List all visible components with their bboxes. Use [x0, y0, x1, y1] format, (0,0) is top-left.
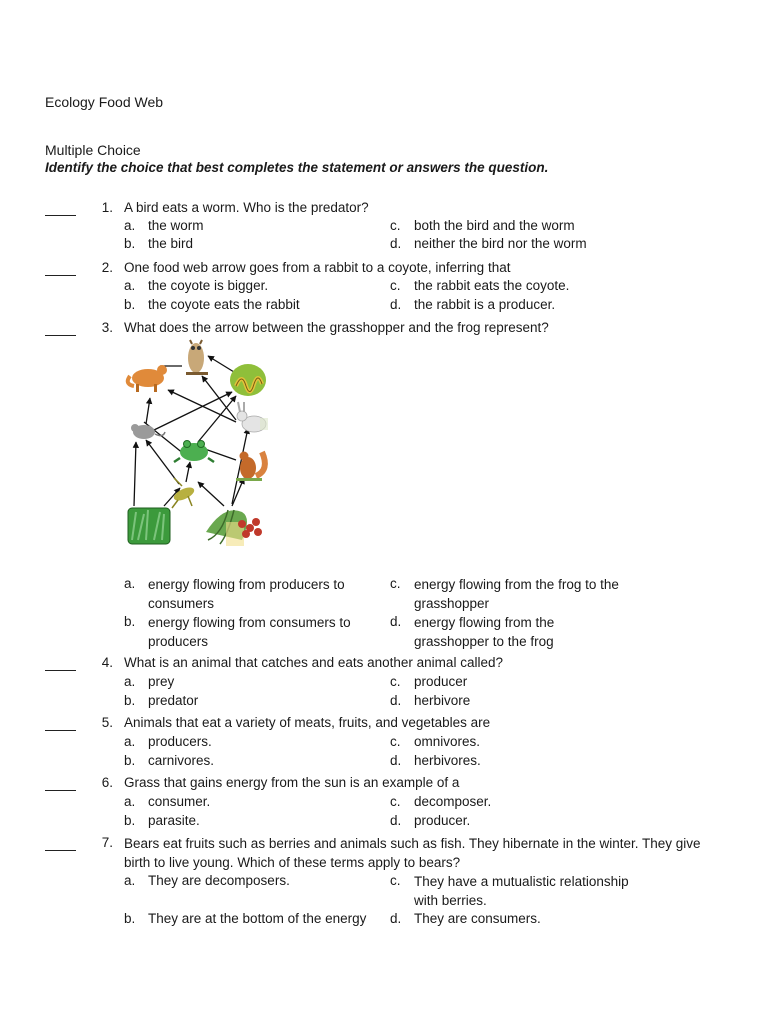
option-letter: c. [390, 576, 401, 591]
option-letter: d. [390, 693, 402, 708]
option-a [124, 673, 379, 691]
arrow-grasshopper-to-frog [186, 462, 190, 482]
page-title: Ecology Food Web [45, 94, 164, 110]
answer-blank[interactable] [45, 656, 76, 671]
option-text: the bird [148, 236, 194, 251]
arrow-mouse-to-snake [154, 392, 232, 430]
option-c [390, 277, 650, 295]
option-letter: d. [390, 236, 402, 251]
question-text: A bird eats a worm. Who is the predator? [124, 200, 369, 215]
snake-icon [230, 364, 266, 396]
option-text: producer. [414, 813, 471, 828]
grass-icon [128, 508, 170, 544]
option-letter: b. [124, 236, 136, 251]
option-a [124, 575, 379, 613]
option-letter: d. [390, 813, 402, 828]
option-letter: b. [124, 693, 136, 708]
option-text: herbivore [414, 693, 471, 708]
option-text: predator [148, 693, 199, 708]
answer-blank[interactable] [45, 261, 76, 276]
option-c [390, 575, 645, 613]
option-d [390, 812, 650, 830]
option-letter: a. [124, 873, 136, 888]
option-text: decomposer. [414, 794, 492, 809]
option-c [390, 872, 640, 910]
option-text: prey [148, 674, 175, 689]
berry-plant-icon [206, 510, 262, 546]
option-text: the rabbit eats the coyote. [414, 278, 570, 293]
fox-icon [128, 365, 167, 392]
question-text: What does the arrow between the grasshopper and the frog represent? [124, 320, 549, 335]
option-letter: a. [124, 734, 136, 749]
option-a [124, 733, 379, 751]
option-b [124, 692, 379, 710]
option-text: producer [414, 674, 468, 689]
option-letter: b. [124, 813, 136, 828]
option-letter: d. [390, 614, 402, 629]
option-b [124, 235, 379, 253]
option-letter: c. [390, 218, 401, 233]
option-text: energy flowing from the grasshopper to the frog [414, 615, 555, 649]
option-text: They are consumers. [414, 911, 541, 926]
option-b [124, 613, 379, 651]
option-c [390, 733, 650, 751]
answer-blank[interactable] [45, 321, 76, 336]
question-number: 2. [101, 260, 113, 275]
arrow-leaves-to-grasshopper [198, 482, 224, 506]
squirrel-icon [236, 452, 265, 482]
question-number: 5. [101, 715, 113, 730]
option-text: both the bird and the worm [414, 218, 575, 233]
option-b [124, 910, 394, 928]
option-d [390, 910, 650, 928]
option-text: the coyote eats the rabbit [148, 297, 300, 312]
option-letter: c. [390, 278, 401, 293]
option-b [124, 296, 379, 314]
question-number: 7. [101, 835, 113, 850]
question-text: Bears eat fruits such as berries and animals such as fish. They hibernate in the winter. They give birth to live young. Which of these terms apply to bears? [124, 836, 701, 870]
option-text: consumer. [148, 794, 211, 809]
option-c [390, 673, 650, 691]
question-text: One food web arrow goes from a rabbit to a coyote, inferring that [124, 260, 511, 275]
question-number: 6. [101, 775, 113, 790]
option-letter: b. [124, 614, 136, 629]
option-d [390, 296, 650, 314]
option-d [390, 752, 650, 770]
rabbit-icon [237, 402, 268, 432]
option-text: They are at the bottom of the energy [148, 911, 367, 926]
question-number: 4. [101, 655, 113, 670]
option-letter: b. [124, 911, 136, 926]
option-text: the worm [148, 218, 204, 233]
option-letter: c. [390, 794, 401, 809]
option-letter: a. [124, 674, 136, 689]
arrow-leaves-to-squirrel [232, 478, 244, 506]
question-text: Animals that eat a variety of meats, fruits, and vegetables are [124, 715, 491, 730]
option-text: neither the bird nor the worm [414, 236, 587, 251]
option-a [124, 872, 379, 890]
option-d [390, 235, 650, 253]
option-letter: b. [124, 297, 136, 312]
option-a [124, 277, 379, 295]
option-letter: c. [390, 734, 401, 749]
option-text: carnivores. [148, 753, 215, 768]
option-text: energy flowing from producers to consumers [148, 577, 345, 611]
option-letter: b. [124, 753, 136, 768]
question-text: What is an animal that catches and eats another animal called? [124, 655, 503, 670]
option-text: the coyote is bigger. [148, 278, 269, 293]
option-letter: d. [390, 753, 402, 768]
option-b [124, 752, 379, 770]
section-title: Multiple Choice [45, 142, 141, 158]
option-a [124, 793, 379, 811]
option-d [390, 613, 580, 651]
option-letter: a. [124, 278, 136, 293]
option-text: They have a mutualistic relationship with berries. [414, 874, 629, 908]
option-letter: d. [390, 911, 402, 926]
option-c [390, 217, 650, 235]
option-letter: a. [124, 218, 136, 233]
option-text: They are decomposers. [148, 873, 290, 888]
option-letter: a. [124, 576, 136, 591]
option-letter: c. [390, 873, 401, 888]
arrow-mouse-to-fox [146, 398, 150, 424]
option-letter: d. [390, 297, 402, 312]
option-text: energy flowing from the frog to the grasshopper [414, 577, 619, 611]
food-web-diagram [124, 336, 274, 554]
option-text: parasite. [148, 813, 200, 828]
option-letter: a. [124, 794, 136, 809]
answer-blank[interactable] [45, 836, 76, 851]
option-letter: c. [390, 674, 401, 689]
option-d [390, 692, 650, 710]
answer-blank[interactable] [45, 776, 76, 791]
answer-blank[interactable] [45, 201, 76, 216]
option-c [390, 793, 650, 811]
question-number: 3. [101, 320, 113, 335]
question-number: 1. [101, 200, 113, 215]
arrow-snake-to-owl [208, 356, 234, 372]
question-text: Grass that gains energy from the sun is an example of a [124, 775, 460, 790]
option-text: herbivores. [414, 753, 481, 768]
option-b [124, 812, 379, 830]
option-text: the rabbit is a producer. [414, 297, 556, 312]
owl-icon [186, 340, 208, 375]
option-text: producers. [148, 734, 212, 749]
mouse-icon [131, 424, 165, 439]
arrow-grass-to-mouse [134, 442, 136, 506]
answer-blank[interactable] [45, 716, 76, 731]
option-text: energy flowing from consumers to producers [148, 615, 351, 649]
option-a [124, 217, 379, 235]
instructions: Identify the choice that best completes the statement or answers the question. [45, 160, 549, 175]
option-text: omnivores. [414, 734, 481, 749]
